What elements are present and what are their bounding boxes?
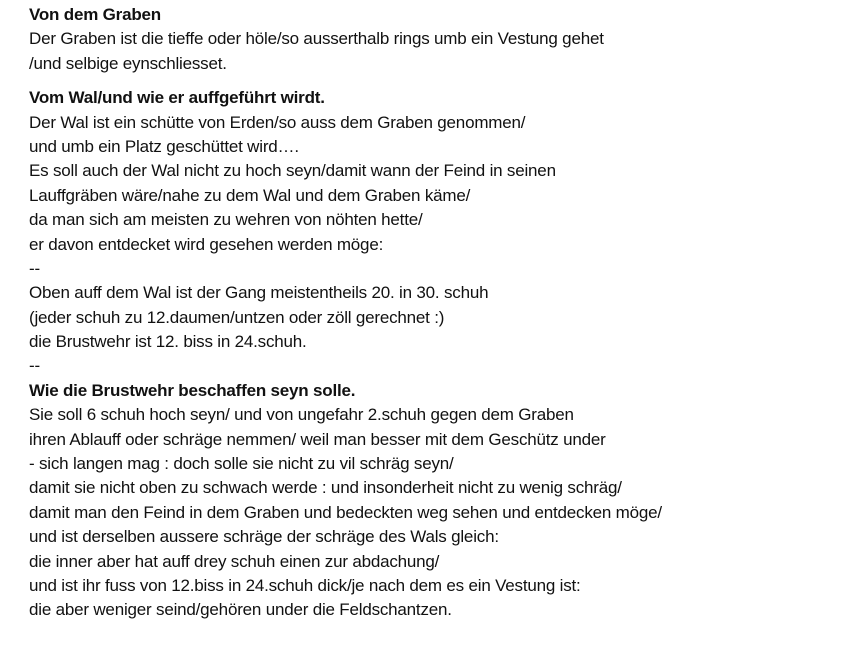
- text-line: damit sie nicht oben zu schwach werde : und insonderheit nicht zu wenig schräg/: [29, 478, 622, 498]
- text-line: Oben auff dem Wal ist der Gang meistentheils 20. in 30. schuh: [29, 283, 489, 303]
- text-line: damit man den Feind in dem Graben und bedeckten weg sehen und entdecken möge/: [29, 502, 662, 522]
- separator-line: --: [29, 258, 40, 278]
- section-wal: [29, 86, 859, 379]
- text-line: die Brustwehr ist 12. biss in 24.schuh.: [29, 332, 307, 352]
- text-line: er davon entdecket wird gesehen werden möge:: [29, 234, 384, 254]
- text-line: da man sich am meisten zu wehren von nöhten hette/: [29, 210, 423, 230]
- paragraph-gap: [29, 76, 859, 86]
- text-line: und umb ein Platz geschüttet wird….: [29, 136, 299, 156]
- separator-line: --: [29, 356, 40, 376]
- text-line: (jeder schuh zu 12.daumen/untzen oder zöll gerechnet :): [29, 307, 445, 327]
- text-line: Es soll auch der Wal nicht zu hoch seyn/damit wann der Feind in seinen: [29, 161, 556, 181]
- text-line: und ist derselben aussere schräge der schräge des Wals gleich:: [29, 527, 499, 547]
- text-line: Der Wal ist ein schütte von Erden/so auss dem Graben genommen/: [29, 112, 526, 132]
- section-heading-graben: Von dem Graben: [29, 5, 161, 24]
- section-heading-wal: Vom Wal/und wie er auffgeführt wirdt.: [29, 88, 325, 108]
- text-line: Sie soll 6 schuh hoch seyn/ und von ungefahr 2.schuh gegen dem Graben: [29, 405, 574, 425]
- section-graben: [29, 3, 859, 76]
- text-line: die inner aber hat auff drey schuh einen zur abdachung/: [29, 551, 440, 571]
- text-line: - sich langen mag : doch solle sie nicht zu vil schräg seyn/: [29, 454, 454, 474]
- section-brustwehr: [29, 379, 859, 623]
- text-line: /und selbige eynschliesset.: [29, 53, 227, 73]
- text-line: und ist ihr fuss von 12.biss in 24.schuh dick/je nach dem es ein Vestung ist:: [29, 575, 581, 595]
- text-line: Lauffgräben wäre/nahe zu dem Wal und dem Graben käme/: [29, 185, 471, 205]
- text-line: Der Graben ist die tieffe oder höle/so ausserthalb rings umb ein Vestung gehet: [29, 29, 604, 49]
- section-heading-brustwehr: Wie die Brustwehr beschaffen seyn solle.: [29, 380, 356, 400]
- text-line: ihren Ablauff oder schräge nemmen/ weil man besser mit dem Geschütz under: [29, 429, 606, 449]
- document-page: [29, 3, 859, 623]
- text-line: die aber weniger seind/gehören under die Feldschantzen.: [29, 600, 452, 620]
